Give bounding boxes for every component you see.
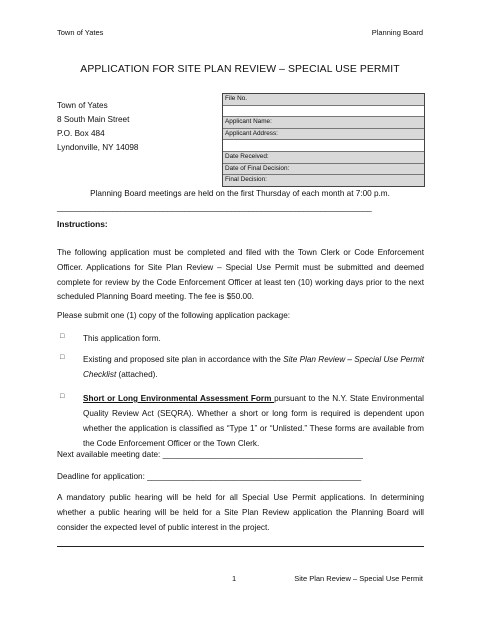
address-line: Town of Yates — [57, 101, 108, 110]
header-left: Town of Yates — [57, 28, 104, 37]
address-block — [57, 99, 138, 155]
applicant-address-field: Applicant Address: — [223, 129, 424, 141]
checkbox-icon: □ — [60, 354, 65, 361]
package-intro: Please submit one (1) copy of the following application package: — [57, 311, 291, 320]
next-meeting-date-field: Next available meeting date: ____________________________________________ — [57, 450, 363, 459]
instructions-heading: Instructions: — [57, 219, 108, 229]
file-no-field: File No. — [223, 94, 424, 106]
application-deadline-field: Deadline for application: _______________________________________________ — [57, 472, 362, 481]
final-decision-field: Final Decision: — [223, 175, 424, 186]
meetings-note: Planning Board meetings are held on the first Thursday of each month at 7:00 p.m. — [90, 189, 390, 198]
package-item-eaf — [83, 391, 424, 451]
checkbox-icon: □ — [60, 393, 65, 400]
separator-line: __________________________________________________________________________ — [57, 203, 372, 212]
footer-title: Site Plan Review – Special Use Permit — [294, 574, 423, 583]
address-line: P.O. Box 484 — [57, 129, 105, 138]
package-item-site-plan — [83, 352, 424, 382]
blank-row — [223, 140, 424, 152]
page-number: 1 — [232, 574, 237, 583]
applicant-name-field: Applicant Name: — [223, 117, 424, 129]
footer-divider — [57, 546, 424, 547]
checkbox-icon: □ — [60, 333, 65, 340]
public-hearing-paragraph: A mandatory public hearing will be held for all Special Use Permit applications. In determining whether a public hearing will be held for a Site Plan Review application the Planning Board will consider the expected level of public interest in the project. — [57, 493, 424, 532]
item-text: pursuant to the N.Y. State Environmental Quality Review Act (SEQRA). Whether a short or long form is required is dependent upon whether the application is classified as “Type 1” or “Unlisted.” These forms are available from the Code Enforcement Officer or the Town Clerk. — [83, 394, 424, 448]
page-title: APPLICATION FOR SITE PLAN REVIEW – SPECIAL USE PERMIT — [80, 64, 400, 75]
package-item-application: This application form. — [83, 334, 161, 343]
item-text: (attached). — [116, 370, 158, 379]
date-received-field: Date Received: — [223, 152, 424, 164]
office-use-box — [222, 93, 425, 187]
date-final-decision-field: Date of Final Decision: — [223, 164, 424, 176]
address-line: Lyndonville, NY 14098 — [57, 143, 139, 152]
address-line: 8 South Main Street — [57, 115, 130, 124]
checklist-title: Site Plan Review – Special Use Permit Checklist — [83, 355, 424, 379]
item-text: Existing and proposed site plan in accordance with the — [83, 355, 284, 364]
instructions-paragraph: The following application must be completed and filed with the Town Clerk or Code Enforcement Officer. Applications for Site Plan Review – Special Use Permit must be submitted and deemed complete for review by the Code Enforcement Officer at least ten (10) working days prior to the next scheduled Planning Board meeting. The fee is $50.00. — [57, 248, 424, 302]
header-right: Planning Board — [371, 28, 423, 37]
eaf-title: Short or Long Environmental Assessment Form — [83, 394, 275, 403]
blank-row — [223, 106, 424, 118]
